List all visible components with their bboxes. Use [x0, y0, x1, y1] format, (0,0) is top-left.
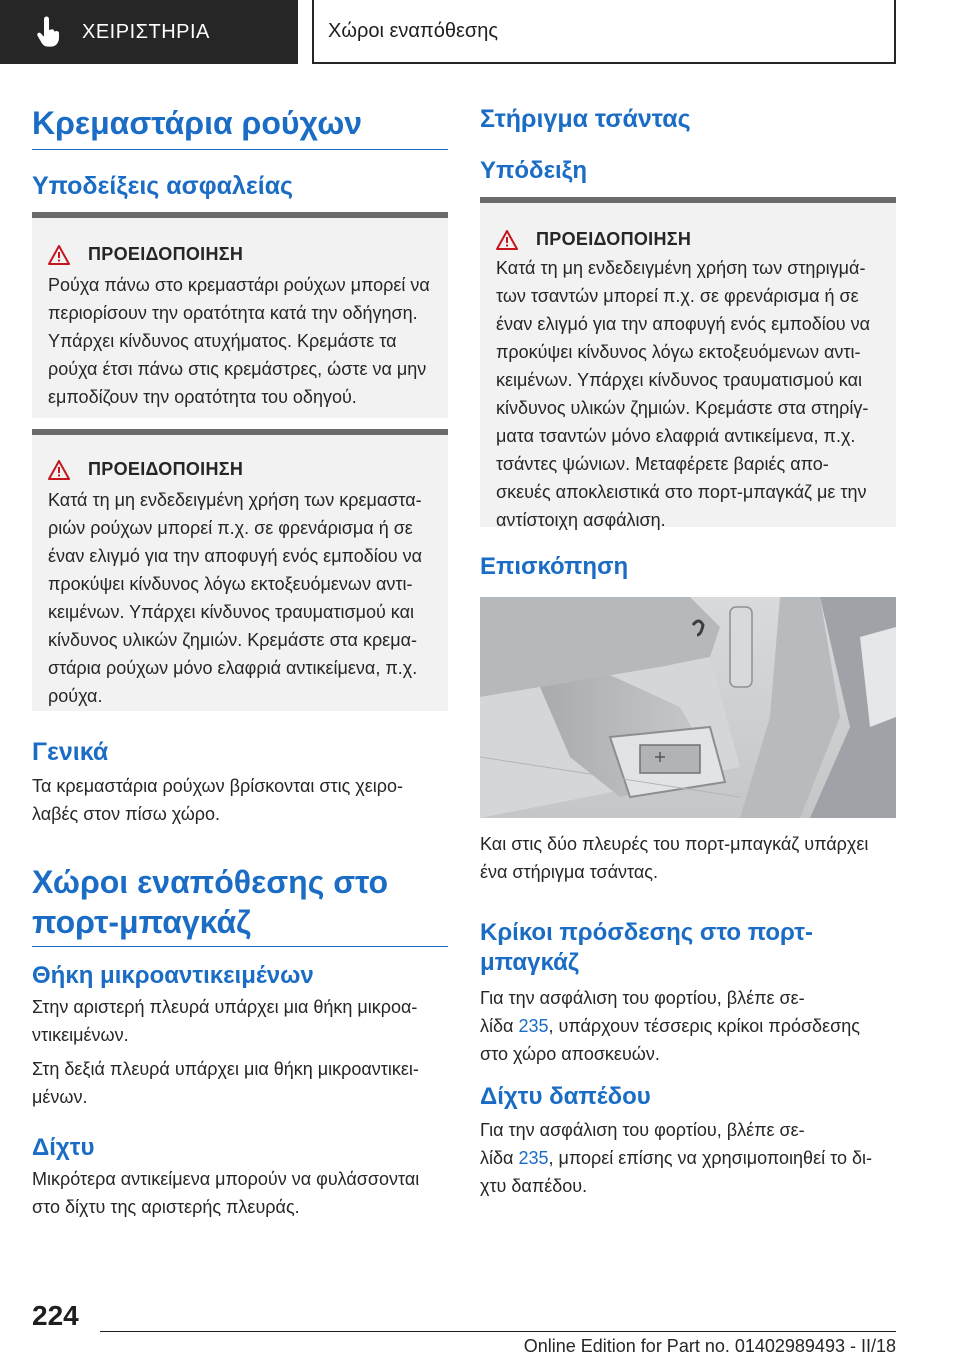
warning-text: Κατά τη μη ενδεδειγμένη χρήση των στηριγμά- των τσαντών μπορεί π.χ. σε φρενάρισμα ή σε έναν ελιγμό για την αποφυγή ενός εμποδίου να προκύψει κίνδυνος λόγω εκτοξευόμενων αντι- κειμένων. Υπάρχει κίνδυνος τραυματισμού και κίνδυνος υλικών ζημιών. Κρεμάστε στα στηρίγ- ματα τσαντών μόνο ελαφριά αντικείμενα, π.χ. τσάντες ψώνιων. Μεταφέρετε βαριές απο- σκευές αποκλειστικά στο πορτ-μπαγκάζ με την αντίστοιχη ασφάλιση.	[496, 258, 871, 530]
safety-heading: Υποδείξεις ασφαλείας	[32, 172, 294, 200]
warning-title	[496, 229, 880, 250]
figure-caption: Και στις δύο πλευρές του πορτ-μπαγκάζ υπάρχει ένα στήριγμα τσάντας.	[480, 834, 869, 882]
general-text: Τα κρεμαστάρια ρούχων βρίσκονται στις χειρο- λαβές στον πίσω χώρο.	[32, 776, 403, 824]
page-number: 224	[32, 1300, 79, 1331]
floor-net-heading: Δίχτυ δαπέδου	[480, 1083, 651, 1110]
warning-label: ΠΡΟΕΙΔΟΠΟΙΗΣΗ	[88, 459, 244, 479]
header-section-title: Χώροι εναπόθεσης	[312, 0, 896, 64]
compartment-heading: Θήκη μικροαντικειμένων	[32, 962, 314, 989]
general-heading: Γενικά	[32, 738, 109, 766]
warning-box-1	[32, 212, 448, 418]
page-reference-link[interactable]: 235	[518, 1148, 549, 1168]
compartment-text-1: Στην αριστερή πλευρά υπάρχει μια θήκη μικροα- ντικειμένων.	[32, 997, 418, 1045]
warning-title	[48, 459, 432, 480]
tie-down-rings-text: Για την ασφάλιση του φορτίου, βλέπε σε- λίδα 235, υπάρχουν τέσσερις κρίκοι πρόσδεσης στο χώρο αποσκευών.	[480, 988, 860, 1064]
floor-net-text: Για την ασφάλιση του φορτίου, βλέπε σε- λίδα 235, μπορεί επίσης να χρησιμοποιηθεί το δι- χτυ δαπέδου.	[480, 1120, 872, 1196]
footer-divider	[100, 1331, 896, 1332]
net-text: Μικρότερα αντικείμενα μπορούν να φυλάσσονται στο δίχτυ της αριστερής πλευράς.	[32, 1169, 420, 1217]
warning-text: Κατά τη μη ενδεδειγμένη χρήση των κρεμαστα- ριών ρούχων μπορεί π.χ. σε φρενάρισμα ή σε έναν ελιγμό για την αποφυγή ενός εμποδίου να προκύψει κίνδυνος λόγω εκτοξευόμενων αντι- κειμένων. Υπάρχει κίνδυνος τραυματισμού και κίνδυνος υλικών ζημιών. Κρεμάστε στα κρεμα- στάρια ρούχων μόνο ελαφριά αντικείμενα, π.χ. ρούχα.	[48, 490, 423, 706]
warning-label: ΠΡΟΕΙΔΟΠΟΙΗΣΗ	[88, 244, 244, 264]
footer-edition: Online Edition for Part no. 01402989493 - II/18	[523, 1336, 896, 1356]
warning-triangle-icon	[496, 230, 518, 250]
net-heading: Δίχτυ	[32, 1134, 95, 1161]
hand-pointer-icon	[36, 16, 62, 48]
compartment-text-2: Στη δεξιά πλευρά υπάρχει μια θήκη μικροαντικει- μένων.	[32, 1059, 419, 1107]
trunk-storage-title: Χώροι εναπόθεσης στο πορτ-μπαγκάζ	[32, 862, 448, 947]
hint-heading: Υπόδειξη	[480, 157, 588, 184]
overview-heading: Επισκόπηση	[480, 553, 629, 580]
header-tab-label: ΧΕΙΡΙΣΤΗΡΙΑ	[82, 20, 210, 43]
warning-title	[48, 244, 432, 265]
warning-text: Ρούχα πάνω στο κρεμαστάρι ρούχων μπορεί να περιορίσουν την ορατότητα κατά την οδήγηση. Υπάρχει κίνδυνος ατυχήματος. Κρεμάστε τα ρούχα έτσι πάνω στις κρεμάστρες, ώστε να μην εμποδίζουν την ορατότητα του οδηγού.	[48, 275, 430, 407]
trunk-interior-image	[480, 597, 896, 818]
warning-box-2	[32, 429, 448, 711]
trunk-illustration	[480, 597, 896, 818]
warning-box-3	[480, 197, 896, 530]
bag-hook-title: Στήριγμα τσάντας	[480, 105, 691, 133]
warning-triangle-icon	[48, 245, 70, 265]
page-title: Κρεμαστάρια ρούχων	[32, 103, 448, 150]
page-reference-link[interactable]: 235	[518, 1016, 549, 1036]
warning-label: ΠΡΟΕΙΔΟΠΟΙΗΣΗ	[536, 229, 692, 249]
header-tab[interactable]	[0, 0, 298, 64]
warning-triangle-icon	[48, 460, 70, 480]
tie-down-rings-heading: Κρίκοι πρόσδεσης στο πορτ- μπαγκάζ	[480, 919, 813, 976]
